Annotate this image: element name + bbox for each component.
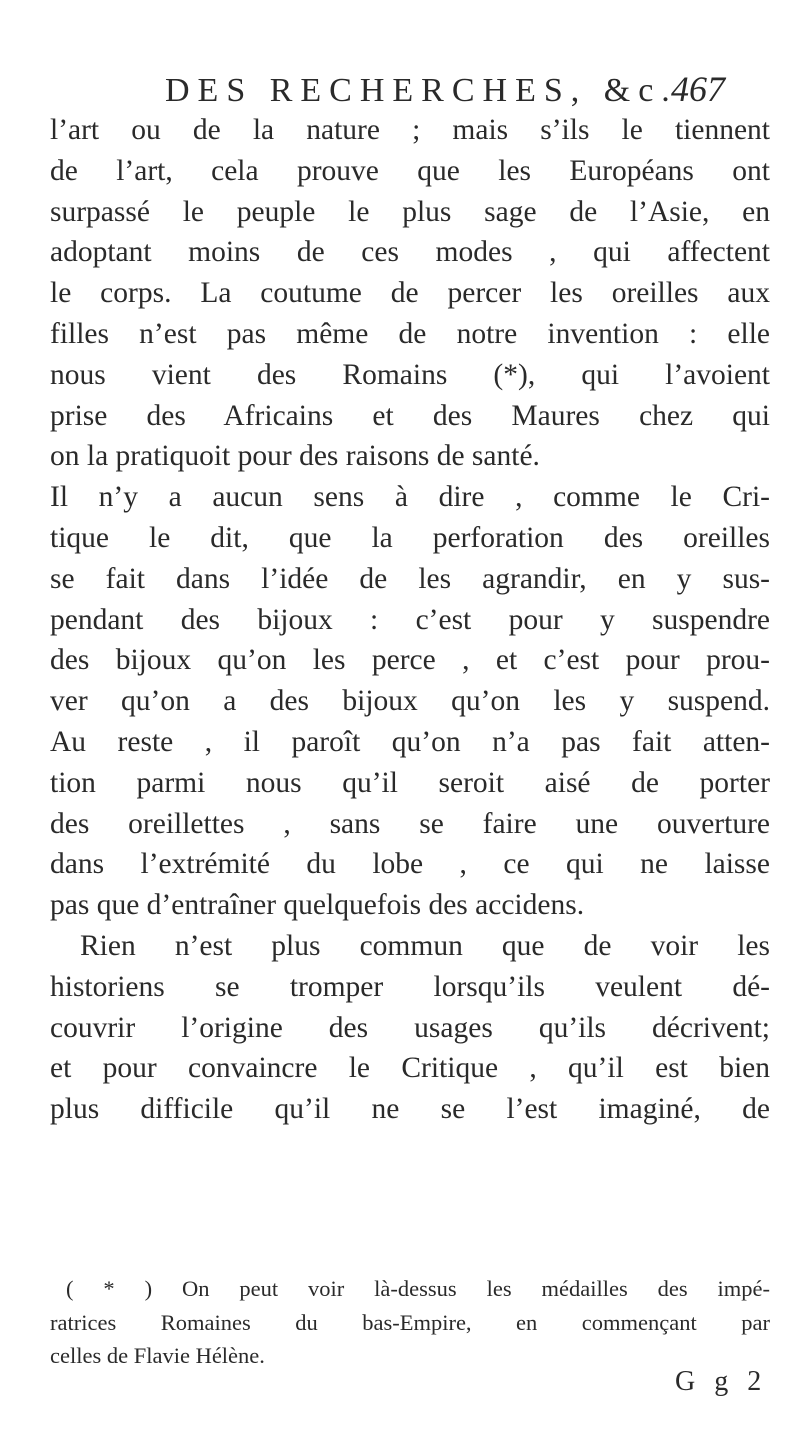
text-line: le corps. La coutume de percer les oreilles aux <box>50 277 770 310</box>
footnote-line: celles de Flavie Hélène. <box>50 1343 265 1368</box>
text-line: nous vient des Romains (*), qui l’avoient <box>50 358 770 391</box>
text-line: couvrir l’origine des usages qu’ils décrivent; <box>50 1011 770 1044</box>
text-line: surpassé le peuple le plus sage de l’Asie, en <box>50 195 770 228</box>
text-line: on la pratiquoit pour des raisons de santé. <box>50 440 540 473</box>
text-line: Au reste , il paroît qu’on n’a pas fait atten- <box>50 725 770 758</box>
text-line: ver qu’on a des bijoux qu’on les y suspend. <box>50 685 770 718</box>
text-line: prise des Africains et des Maures chez qui <box>50 399 770 432</box>
footnote-line: ratrices Romaines du bas-Empire, en commençant par <box>50 1309 770 1335</box>
text-line: des bijoux qu’on les perce , et c’est pour prou- <box>50 644 770 677</box>
body-text <box>50 110 770 1130</box>
text-line: l’art ou de la nature ; mais s’ils le tiennent <box>50 114 770 146</box>
text-line: des oreillettes , sans se faire une ouverture <box>50 807 770 840</box>
footnote-line: ( * ) On peut voir là-dessus les médailles des impé- <box>66 1276 770 1301</box>
text-line: filles n’est pas même de notre invention : elle <box>50 317 770 350</box>
text-line: tion parmi nous qu’il seroit aisé de porter <box>50 766 770 799</box>
footnote <box>50 1272 770 1373</box>
text-line: tique le dit, que la perforation des oreilles <box>50 521 770 554</box>
text-line: de l’art, cela prouve que les Européans ont <box>50 154 770 187</box>
text-line: dans l’extrémité du lobe , ce qui ne laisse <box>50 848 770 881</box>
running-head: DES RECHERCHES, &c. <box>165 72 678 109</box>
text-line: pendant des bijoux : c’est pour y suspendre <box>50 603 770 636</box>
text-line: adoptant moins de ces modes , qui affectent <box>50 236 770 269</box>
text-line: pas que d’entraîner quelquefois des accidens. <box>50 889 585 922</box>
text-line: historiens se tromper lorsqu’ils veulent dé- <box>50 970 770 1003</box>
text-line: Rien n’est plus commun que de voir les <box>80 929 770 962</box>
text-line: plus difficile qu’il ne se l’est imaginé, de <box>50 1093 770 1126</box>
text-line: et pour convaincre le Critique , qu’il est bien <box>50 1052 770 1085</box>
signature-mark: G g 2 <box>675 1366 768 1397</box>
text-line: se fait dans l’idée de les agrandir, en y sus- <box>50 562 770 595</box>
text-line: Il n’y a aucun sens à dire , comme le Cri- <box>50 481 770 514</box>
page-number: 467 <box>671 69 725 109</box>
